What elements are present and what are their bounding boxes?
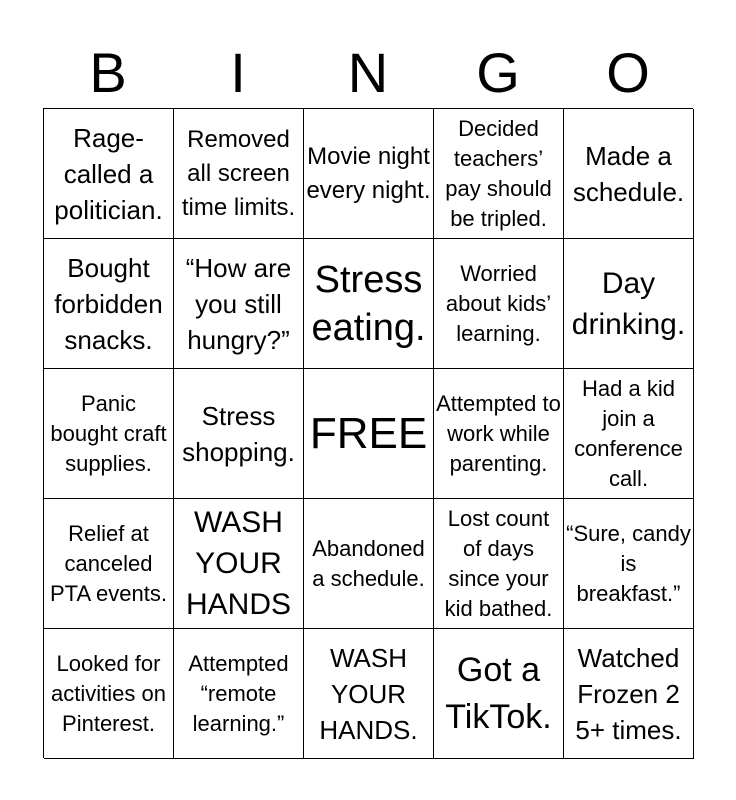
cell-text: Abandoned a schedule. xyxy=(312,535,425,591)
bingo-cell[interactable] xyxy=(304,109,434,239)
cell-text: WASH YOUR HANDS xyxy=(185,506,291,621)
bingo-cell[interactable] xyxy=(304,499,434,629)
bingo-cell[interactable] xyxy=(304,239,434,369)
cell-text: Attempted to work while parenting. xyxy=(436,390,561,476)
cell-text: Watched Frozen 2 5+ times. xyxy=(575,642,682,745)
bingo-cell[interactable] xyxy=(564,369,694,499)
cell-text: Decided teachers’ pay should be tripled. xyxy=(445,115,552,231)
cell-text: Got a TikTok. xyxy=(445,650,552,736)
bingo-cell[interactable] xyxy=(564,239,694,369)
free-space-label: FREE xyxy=(309,408,428,458)
bingo-cell[interactable] xyxy=(434,109,564,239)
bingo-cell[interactable] xyxy=(44,629,174,759)
bingo-cell[interactable] xyxy=(434,629,564,759)
bingo-board xyxy=(43,108,693,758)
cell-text: Looked for activities on Pinterest. xyxy=(51,650,166,736)
cell-text: WASH YOUR HANDS. xyxy=(319,642,418,745)
bingo-cell[interactable] xyxy=(174,499,304,629)
header-letter-b: B xyxy=(89,41,127,104)
header-letter-i: I xyxy=(230,41,246,104)
cell-text: Attempted “remote learning.” xyxy=(188,650,289,736)
cell-text: Had a kid join a conference call. xyxy=(574,375,683,491)
cell-text: Made a schedule. xyxy=(572,140,685,207)
bingo-cell[interactable] xyxy=(434,499,564,629)
cell-text: Removed all screen time limits. xyxy=(181,125,296,221)
bingo-header xyxy=(43,38,693,108)
bingo-cell[interactable] xyxy=(44,239,174,369)
cell-text: Worried about kids’ learning. xyxy=(445,260,552,346)
bingo-cell[interactable] xyxy=(44,109,174,239)
cell-text: Relief at canceled PTA events. xyxy=(50,520,167,606)
bingo-cell[interactable] xyxy=(174,629,304,759)
bingo-cell[interactable] xyxy=(174,369,304,499)
cell-text: Panic bought craft supplies. xyxy=(50,390,167,476)
bingo-cell[interactable] xyxy=(564,109,694,239)
bingo-cell[interactable] xyxy=(434,239,564,369)
bingo-cell[interactable] xyxy=(564,629,694,759)
cell-text: Stress eating. xyxy=(311,258,426,349)
bingo-cell[interactable] xyxy=(434,369,564,499)
cell-text: “How are you still hungry?” xyxy=(185,252,292,355)
bingo-cell[interactable] xyxy=(564,499,694,629)
free-space[interactable] xyxy=(304,369,434,499)
cell-text: Movie night every night. xyxy=(306,142,431,204)
cell-text: Rage-called a politician. xyxy=(54,122,163,225)
header-letter-o: O xyxy=(606,41,650,104)
cell-text: Bought forbidden snacks. xyxy=(54,252,163,355)
bingo-cell[interactable] xyxy=(174,109,304,239)
bingo-cell[interactable] xyxy=(174,239,304,369)
bingo-cell[interactable] xyxy=(44,499,174,629)
header-letter-g: G xyxy=(476,41,520,104)
bingo-cell[interactable] xyxy=(44,369,174,499)
cell-text: Stress shopping. xyxy=(182,400,295,467)
cell-text: Day drinking. xyxy=(571,266,686,341)
cell-text: Lost count of days since your kid bathed. xyxy=(444,505,553,621)
bingo-cell[interactable] xyxy=(304,629,434,759)
cell-text: “Sure, candy is breakfast.” xyxy=(566,520,691,606)
header-letter-n: N xyxy=(347,41,389,104)
